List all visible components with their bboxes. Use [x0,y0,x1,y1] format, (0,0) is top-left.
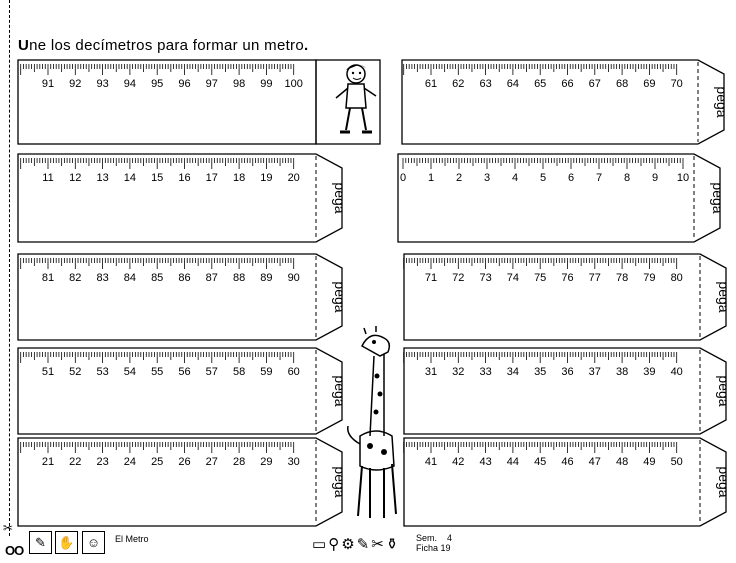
ruler-number: 92 [69,78,82,90]
ruler-number: 100 [284,78,303,90]
ruler-number: 11 [42,172,54,184]
scissors-icon: ✂ [371,536,386,553]
ruler-number: 81 [41,272,55,284]
ruler-number: 32 [452,366,465,378]
ruler-number: 61 [424,78,438,90]
ruler-number: 74 [506,272,520,284]
ruler-number: 9 [651,172,659,184]
ruler-number: 35 [534,366,547,378]
gear-icon: ⚙ [341,536,357,553]
ruler-number: 30 [287,456,300,468]
ruler-number: 51 [41,366,55,378]
ruler-number: 26 [178,456,191,468]
ruler-number: 71 [424,272,438,284]
ruler-number: 21 [41,456,55,468]
ruler-number: 72 [452,272,465,284]
book-icon: ▭ [312,536,329,553]
ruler-number: 79 [643,272,656,284]
strip-71-80 [404,254,732,340]
ruler-number: 83 [96,272,109,284]
ruler-number: 66 [561,78,574,90]
ruler-number: 87 [205,272,218,284]
strip-outline [404,348,726,434]
ruler-number: 65 [534,78,547,90]
ruler-number: 58 [232,366,246,378]
ruler-number: 41 [424,456,438,468]
pega-tab-label: pega [332,375,348,407]
pega-tab-label: pega [716,281,732,313]
ruler-number: 68 [615,78,629,90]
ruler-number: 0 [399,172,407,184]
ruler-number: 4 [511,172,519,184]
ruler-number: 40 [670,366,683,378]
ruler-number: 27 [205,456,218,468]
ruler-number: 16 [178,172,191,184]
ruler-number: 33 [479,366,492,378]
pega-tab-label: pega [332,182,348,214]
ruler-number: 44 [506,456,520,468]
ruler-number: 19 [260,172,273,184]
ruler-number: 25 [151,456,164,468]
ruler-number: 24 [123,456,137,468]
pega-tab-label: pega [716,375,732,407]
pega-tab-label: pega [332,466,348,498]
ruler-number: 54 [123,366,137,378]
pega-tab-label: pega [714,86,730,118]
ruler-number: 12 [69,172,82,184]
ruler-number: 31 [424,366,438,378]
ruler-number: 43 [479,456,492,468]
ruler-number: 90 [287,272,300,284]
ruler-number: 48 [615,456,629,468]
ruler-number: 99 [260,78,273,90]
pencil-icon: ✎ [356,536,372,553]
ruler-number: 45 [534,456,547,468]
ruler-number: 49 [643,456,656,468]
hand-footer-icon: ✋ [55,531,78,554]
pega-tab-label: pega [716,466,732,498]
strip-outline [398,154,720,242]
ruler-number: 88 [232,272,246,284]
ruler-number: 37 [588,366,601,378]
giraffe-illustration [340,326,410,526]
ruler-number: 15 [151,172,164,184]
ruler-number: 57 [205,366,218,378]
ruler-number: 46 [561,456,574,468]
ruler-number: 95 [151,78,164,90]
ruler-number: 2 [455,172,463,184]
strip-41-50 [404,438,732,526]
ruler-number: 93 [96,78,109,90]
ruler-number: 64 [506,78,520,90]
strip-61-70 [402,60,730,144]
ruler-number: 17 [205,172,218,184]
ruler-number: 55 [151,366,164,378]
ruler-number: 47 [588,456,601,468]
ruler-number: 69 [643,78,656,90]
ruler-number: 28 [232,456,246,468]
strip-11-20 [18,154,348,242]
strip-81-90 [18,254,348,340]
strip-outline [18,60,316,144]
ruler-number: 13 [96,172,109,184]
ruler-number: 6 [567,172,575,184]
ruler-number: 60 [287,366,300,378]
ruler-number: 67 [588,78,601,90]
ruler-number: 78 [615,272,629,284]
footer-sem-info: Sem. 4 Ficha 19 [416,533,453,553]
ruler-number: 73 [479,272,492,284]
worksheet-title: Une los decímetros para formar un metro. [18,37,309,54]
ruler-number: 70 [670,78,683,90]
ruler-number: 36 [561,366,574,378]
ruler-number: 10 [676,172,690,184]
boy-illustration [326,60,386,144]
ruler-number: 7 [595,172,603,184]
pega-tab-label: pega [710,182,726,214]
ruler-number: 52 [69,366,82,378]
ruler-number: 39 [643,366,656,378]
ruler-number: 63 [479,78,492,90]
person-footer-icon: ☺ [82,531,105,554]
scissors-handle-icon: OO [5,543,24,558]
ruler-number: 76 [561,272,574,284]
ruler-number: 38 [615,366,629,378]
strip-51-60 [18,348,348,434]
ruler-number: 20 [287,172,300,184]
strip-31-40 [404,348,732,434]
ruler-number: 34 [506,366,520,378]
ruler-number: 59 [260,366,273,378]
ruler-number: 29 [260,456,273,468]
ruler-number: 94 [123,78,137,90]
glue-icon: ⚱ [385,536,401,553]
ruler-number: 98 [232,78,246,90]
strip-outline [404,254,726,340]
ruler-number: 62 [452,78,465,90]
footer-title: El Metro [115,534,149,544]
ruler-number: 97 [205,78,218,90]
pega-tab-label: pega [332,281,348,313]
ruler-number: 23 [96,456,109,468]
ruler-number: 96 [178,78,191,90]
book-footer-icon: ✎ [29,531,52,554]
ruler-number: 85 [151,272,164,284]
ruler-number: 1 [427,172,435,184]
ruler-number: 3 [483,172,491,184]
strip-outline [402,60,724,144]
ruler-number: 22 [69,456,82,468]
strip-0-10 [398,154,726,242]
ruler-number: 77 [588,272,601,284]
ruler-number: 80 [670,272,683,284]
ruler-number: 86 [178,272,191,284]
ruler-number: 84 [123,272,137,284]
ruler-number: 14 [123,172,137,184]
magnifier-icon: ⚲ [328,536,342,553]
ruler-number: 50 [670,456,683,468]
ruler-number: 42 [452,456,465,468]
ruler-number: 82 [69,272,82,284]
ruler-number: 53 [96,366,109,378]
ruler-number: 91 [41,78,55,90]
ruler-number: 5 [539,172,547,184]
ruler-number: 18 [232,172,246,184]
ruler-number: 8 [623,172,631,184]
ruler-number: 56 [178,366,191,378]
activity-icons [312,535,400,553]
strip-21-30 [18,438,348,526]
ruler-number: 75 [534,272,547,284]
ruler-number: 89 [260,272,273,284]
scissors-icon: ✂ [3,521,14,535]
strip-outline [404,438,726,526]
